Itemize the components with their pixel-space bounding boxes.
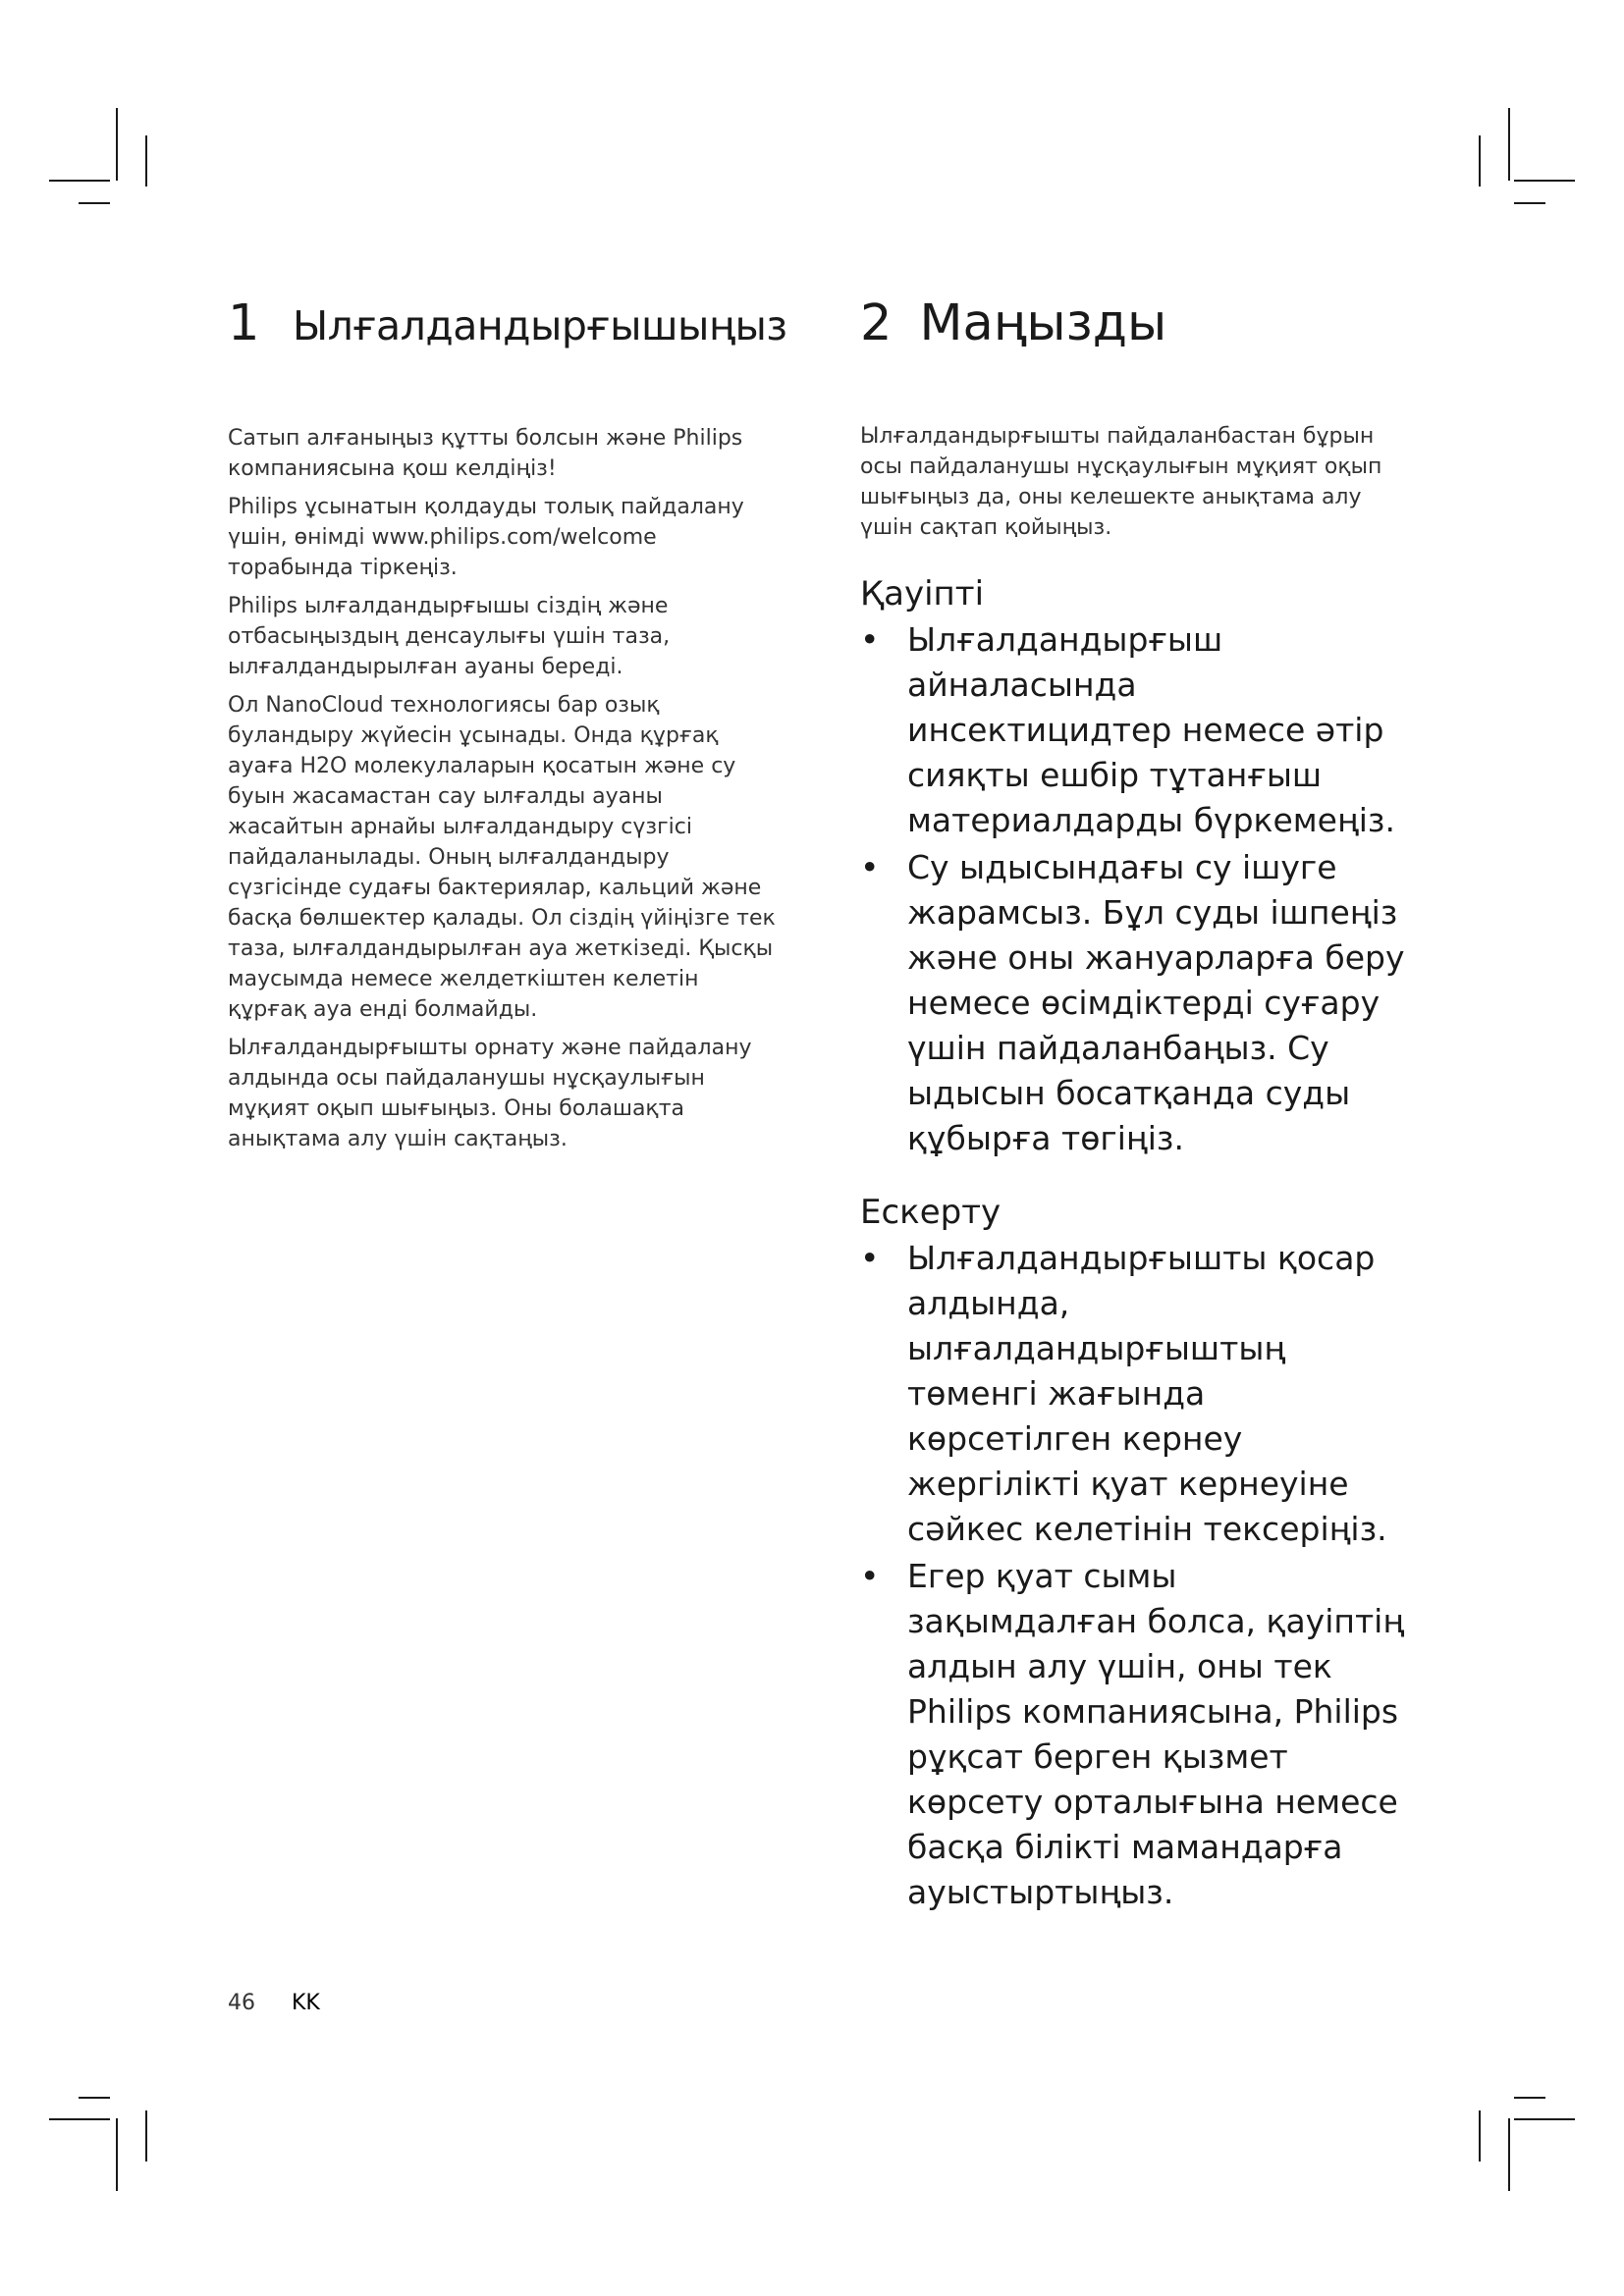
list-item: [860, 1554, 1410, 1915]
bullet-icon: •: [860, 1239, 880, 1277]
list-item-text: Ылғалдандырғышты қосар алдында, ылғалдандырғыштың төменгі жағында көрсетілген кернеу жергілікті қуат кернеуіне сәйкес келетінін тексеріңіз.: [907, 1239, 1387, 1548]
bullet-icon: •: [860, 1557, 880, 1595]
list-item: [860, 1236, 1410, 1552]
chapter-heading: [860, 294, 1410, 352]
list-item-text: Ылғалдандырғыш айналасында инсектицидтер немесе әтір сияқты ешбір тұтанғыш материалдарды бүркемеңіз.: [907, 620, 1395, 839]
chapter-title: Ылғалдандырғышыңыз: [292, 302, 787, 349]
crop-mark: [1508, 108, 1510, 181]
paragraph: Сатып алғаныңыз құтты болсын және Philips компаниясына қош келдіңіз!: [228, 426, 743, 481]
section-your-humidifier: [228, 294, 787, 1162]
danger-heading: Қауіпті: [860, 574, 985, 614]
paragraph: Philips ұсынатын қолдауды толық пайдалану үшін, өнімді www.philips.com/welcome торабында тіркеңіз.: [228, 495, 744, 580]
page-footer: [228, 1991, 320, 2015]
list-item: [860, 845, 1410, 1161]
crop-mark: [79, 2097, 110, 2099]
crop-mark: [79, 202, 110, 204]
crop-mark: [49, 2118, 110, 2120]
chapter-number: 2: [860, 294, 893, 352]
chapter-number: 1: [228, 294, 259, 352]
caution-list: [860, 1236, 1410, 1915]
language-code: KK: [292, 1991, 320, 2015]
crop-mark: [1514, 2097, 1545, 2099]
paragraph: Ылғалдандырғышты орнату және пайдалану алдында осы пайдаланушы нұсқаулығын мұқият оқып шығыңыз. Оны болашақта анықтама алу үшін сақтаңыз.: [228, 1036, 752, 1151]
bullet-icon: •: [860, 848, 880, 886]
crop-mark: [116, 108, 118, 181]
crop-mark: [1479, 135, 1481, 187]
intro-paragraph: Ылғалдандырғышты пайдаланбастан бұрын осы пайдаланушы нұсқаулығын мұқият оқып шығыңыз да, оны келешекте анықтама алу үшін сақтап қойыңыз.: [860, 424, 1382, 540]
chapter-heading: [228, 294, 787, 352]
crop-mark: [1479, 2110, 1481, 2162]
paragraph: Philips ылғалдандырғышы сіздің және отбасыңыздың денсаулығы үшін таза, ылғалдандырылған ауаны береді.: [228, 594, 671, 679]
crop-mark: [49, 180, 110, 182]
crop-mark: [145, 135, 147, 187]
crop-mark: [145, 2110, 147, 2162]
section-important: [860, 294, 1410, 1917]
bullet-icon: •: [860, 620, 880, 659]
crop-mark: [116, 2118, 118, 2191]
page-number: 46: [228, 1991, 255, 2015]
crop-mark: [1514, 180, 1575, 182]
danger-list: [860, 617, 1410, 1161]
list-item: [860, 617, 1410, 843]
chapter-title: Маңызды: [919, 294, 1167, 352]
list-item-text: Су ыдысындағы су ішуге жарамсыз. Бұл суды ішпеңіз және оны жануарларға беру немесе өсімдіктерді суғару үшін пайдаланбаңыз. Су ыдысын босатқанда суды құбырға төгіңіз.: [907, 848, 1405, 1157]
list-item-text: Егер қуат сымы зақымдалған болса, қауіптің алдын алу үшін, оны тек Philips компаниясына, Philips рұқсат берген қызмет көрсету орталығына немесе басқа білікті мамандарға ауыстыртыңыз.: [907, 1557, 1405, 1911]
caution-heading: Ескерту: [860, 1193, 1001, 1232]
crop-mark: [1508, 2118, 1510, 2191]
crop-mark: [1514, 2118, 1575, 2120]
paragraph: Ол NanoCloud технологиясы бар озық буландыру жүйесін ұсынады. Онда құрғақ ауаға H2O молекулаларын қосатын және су буын жасамастан сау ылғалды ауаны жасайтын арнайы ылғалдандыру сүзгісі пайдаланылады. Оның ылғалдандыру сүзгісінде судағы бактериялар, кальций және басқа бөлшектер қалады. Ол сіздің үйіңізге тек таза, ылғалдандырылған ауа жеткізеді. Қысқы маусымда немесе желдеткіштен келетін құрғақ ауа енді болмайды.: [228, 693, 776, 1022]
crop-mark: [1514, 202, 1545, 204]
